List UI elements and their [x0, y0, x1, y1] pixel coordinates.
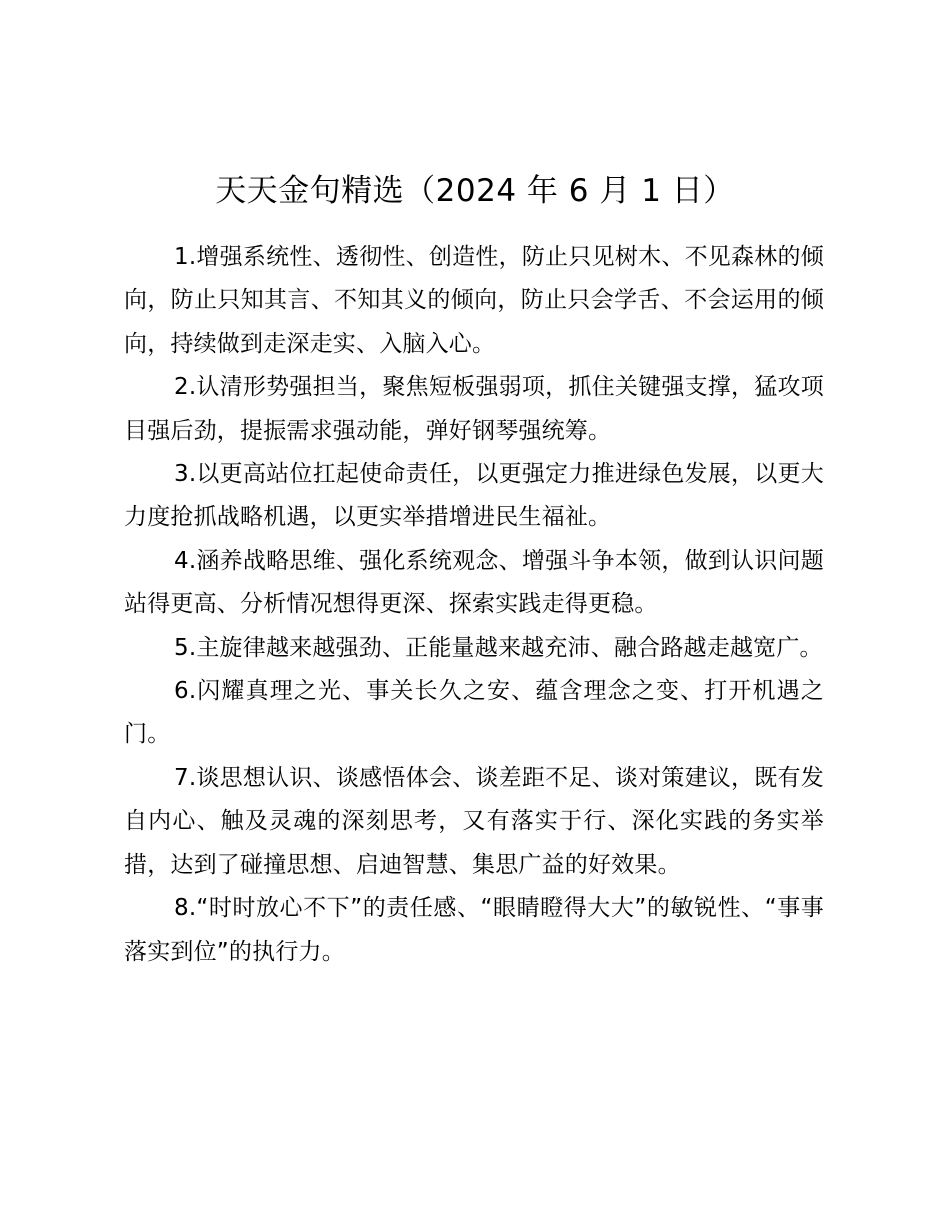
- paragraph-5: 5.主旋律越来越强劲、正能量越来越充沛、融合路越走越宽广。: [174, 634, 823, 661]
- page-title: 天天金句精选（2024 年 6 月 1 日）: [215, 173, 735, 209]
- document-body: [124, 236, 824, 974]
- paragraph-3: 3.以更高站位扛起使命责任，以更强定力推进绿色发展，以更大力度抢抓战略机遇，以更实举措增进民生福祉。: [124, 461, 824, 531]
- paragraph-1: 1.增强系统性、透彻性、创造性，防止只见树木、不见森林的倾向，防止只知其言、不知其义的倾向，防止只会学舌、不会运用的倾向，持续做到走深走实、入脑入心。: [124, 244, 824, 357]
- paragraph-8: 8.“时时放心不下”的责任感、“眼睛瞪得大大”的敏锐性、“事事落实到位”的执行力。: [124, 895, 824, 965]
- paragraph-7: 7.谈思想认识、谈感悟体会、谈差距不足、谈对策建议，既有发自内心、触及灵魂的深刻思考，又有落实于行、深化实践的务实举措，达到了碰撞思想、启迪智慧、集思广益的好效果。: [124, 764, 824, 878]
- paragraph-4: 4.涵养战略思维、强化系统观念、增强斗争本领，做到认识问题站得更高、分析情况想得更深、探索实践走得更稳。: [124, 547, 824, 618]
- paragraph-6: 6.闪耀真理之光、事关长久之安、蕴含理念之变、打开机遇之门。: [124, 678, 824, 748]
- paragraph-2: 2.认清形势强担当，聚焦短板强弱项，抓住关键强支撑，猛攻项目强后劲，提振需求强动能，弹好钢琴强统筹。: [124, 374, 824, 444]
